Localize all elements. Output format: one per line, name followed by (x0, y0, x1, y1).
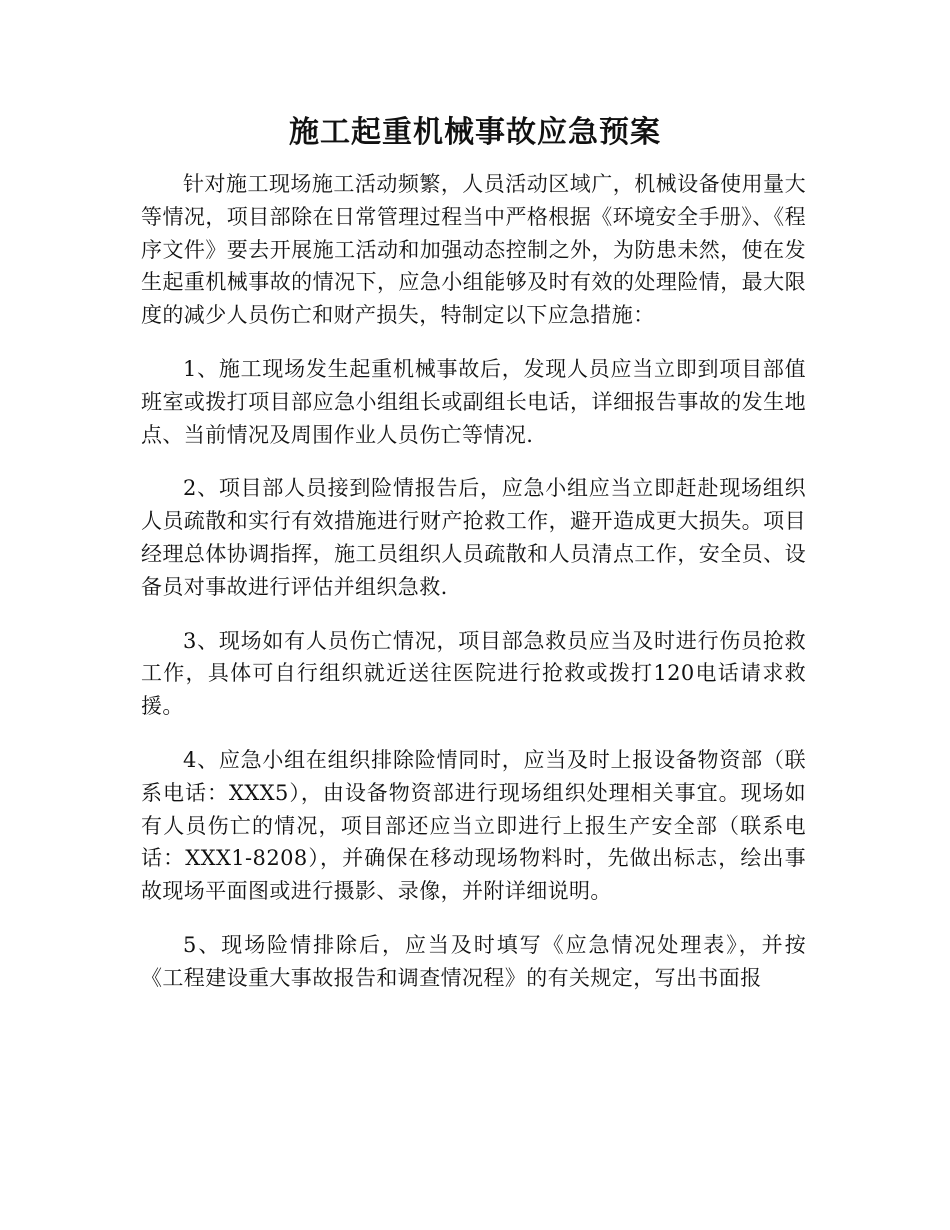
document-title: 施工起重机械事故应急预案 (289, 115, 661, 150)
paragraph-item-1: 1、施工现场发生起重机械事故后，发现人员应当立即到项目部值班室或拨打项目部应急小组组长或副组长电话，详细报告事故的发生地点、当前情况及周围作业人员伤亡等情况. (141, 356, 806, 447)
paragraph-item-5: 5、现场险情排除后，应当及时填写《应急情况处理表》，并按《工程建设重大事故报告和调查情况程》的有关规定，写出书面报 (141, 932, 806, 990)
document-body (141, 168, 806, 995)
paragraph-intro: 针对施工现场施工活动频繁，人员活动区域广，机械设备使用量大等情况，项目部除在日常管理过程当中严格根据《环境安全手册》、《程序文件》要去开展施工活动和加强动态控制之外，为防患未然，使在发生起重机械事故的情况下，应急小组能够及时有效的处理险情，最大限度的减少人员伤亡和财产损失，特制定以下应急措施： (141, 172, 806, 328)
paragraph-item-4: 4、应急小组在组织排除险情同时，应当及时上报设备物资部（联系电话：XXX5），由设备物资部进行现场组织处理相关事宜。现场如有人员伤亡的情况，项目部还应当立即进行上报生产安全部（联系电话：XXX1-8208），并确保在移动现场物料时，先做出标志，绘出事故现场平面图或进行摄影、录像，并附详细说明。 (141, 747, 806, 904)
paragraph-item-2: 2、项目部人员接到险情报告后，应急小组应当立即赶赴现场组织人员疏散和实行有效措施进行财产抢救工作，避开造成更大损失。项目经理总体协调指挥，施工员组织人员疏散和人员清点工作，安全员、设备员对事故进行评估并组织急救. (141, 476, 806, 599)
paragraph-item-3: 3、现场如有人员伤亡情况，项目部急救员应当及时进行伤员抢救工作，具体可自行组织就近送往医院进行抢救或拨打120电话请求救援。 (141, 628, 806, 719)
